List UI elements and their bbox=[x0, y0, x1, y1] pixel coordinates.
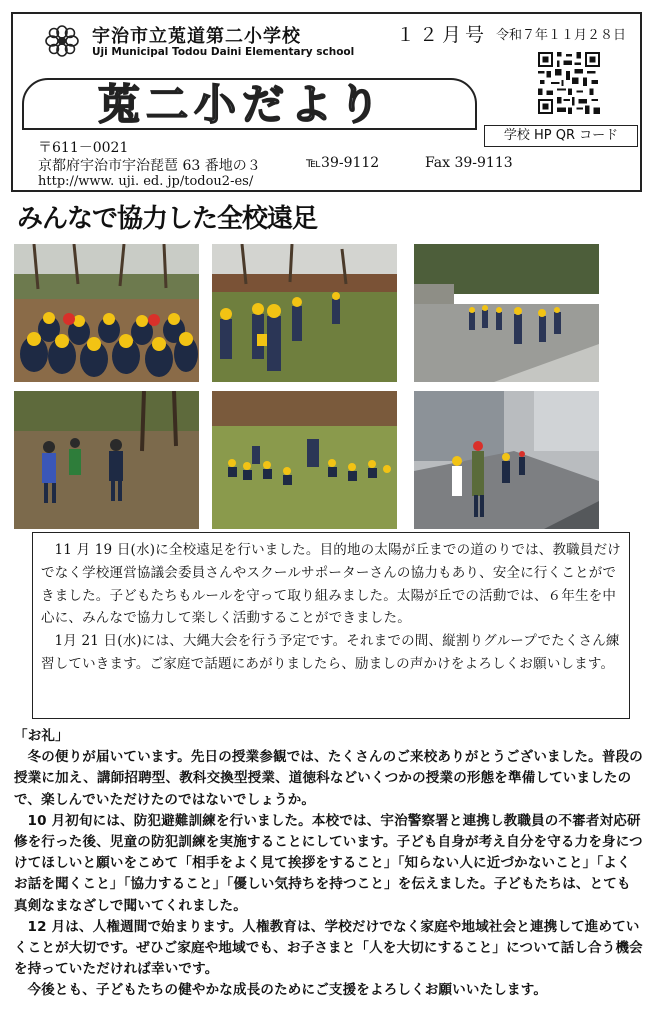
article-title: みんなで協力した全校遠足 bbox=[17, 204, 318, 234]
students-field-photo bbox=[212, 391, 397, 529]
students-plaza-photo bbox=[414, 244, 599, 382]
issue-label: １２月号 bbox=[396, 24, 489, 46]
school-address: 京都府宇治市宇治琵琶 63 番地の３ bbox=[38, 158, 261, 174]
thanks-paragraph: 10 月初旬には、防犯避難訓練を行いました。本校では、宇治警察署と連携し教職員の不審者対応研修を行った後、児童の防犯訓練を実施することにしています。子ども自身が考え自分を守る力を身につけてほしいと願いをこめて「相手をよく見て挨拶をすること」「知らない人に近づかないこと」「よくお話を聞くこと」「協力すること」「優しい気持ちを持つこと」を伝えました。子どもたちは、とても真剣なまなざしで聞いてくれました。 bbox=[14, 812, 643, 914]
fax-number: Fax 39-9113 bbox=[425, 155, 513, 171]
report-paragraph: 11 月 19 日(水)に全校遠足を行いました。目的地の太陽が丘までの道のりでは、教職員だけでなく学校運営協議会委員さんやスクールサポーターさんの協力もあり、安全に行くことができました。子どもたちもルールを守って取り組みました。太陽が丘での活動では、６年生を中心に、みんなで協力して楽しく活動することができました。 bbox=[41, 542, 621, 627]
qr-code-icon[interactable] bbox=[538, 52, 600, 114]
school-name-jp: 宇治市立莵道第二小学校 bbox=[92, 26, 301, 47]
thanks-section bbox=[14, 726, 644, 1002]
postal-code: 〒611－0021 bbox=[38, 140, 129, 156]
students-sitting-photo bbox=[14, 244, 199, 382]
qr-label: 学校 HP QR コード bbox=[484, 125, 638, 147]
school-emblem-icon bbox=[44, 24, 80, 58]
students-walking-photo bbox=[212, 244, 397, 382]
students-street-photo bbox=[414, 391, 599, 529]
issue-date: 令和７年１１月２８日 bbox=[496, 28, 627, 43]
newsletter-title: 莵二小だより bbox=[98, 80, 387, 129]
students-playing-photo bbox=[14, 391, 199, 529]
school-url[interactable]: http://www. uji. ed. jp/todou2-es/ bbox=[38, 174, 254, 189]
thanks-heading: 「お礼」 bbox=[14, 728, 69, 744]
phone-number: ℡39-9112 bbox=[306, 155, 380, 171]
school-name-en: Uji Municipal Todou Daini Elementary school bbox=[92, 46, 355, 58]
thanks-paragraph: 冬の便りが届いています。先日の授業参観では、たくさんのご来校ありがとうございました。普段の授業に加え、講師招聘型、教科交換型授業、道徳科などいくつかの授業の形態を準備していましたので、楽しんでいただけたのではないでしょうか。 bbox=[14, 749, 643, 808]
thanks-paragraph: 今後とも、子どもたちの健やかな成長のためにご支援をよろしくお願いいたします。 bbox=[27, 982, 548, 999]
report-paragraph: 1月 21 日(水)には、大縄大会を行う予定です。それまでの間、縦割りグループでたくさん練習していきます。ご家庭で話題にあがりましたら、励ましの声かけをよろしくお願いします。 bbox=[41, 633, 620, 672]
thanks-paragraph: 12 月は、人権週間で始まります。人権教育は、学校だけでなく家庭や地域社会と連携して進めていくことが大切です。ぜひご家庭や地域でも、お子さまと「人を大切にすること」について話し合う機会を持っていただければ幸いです。 bbox=[14, 918, 643, 978]
outing-report bbox=[32, 532, 630, 719]
